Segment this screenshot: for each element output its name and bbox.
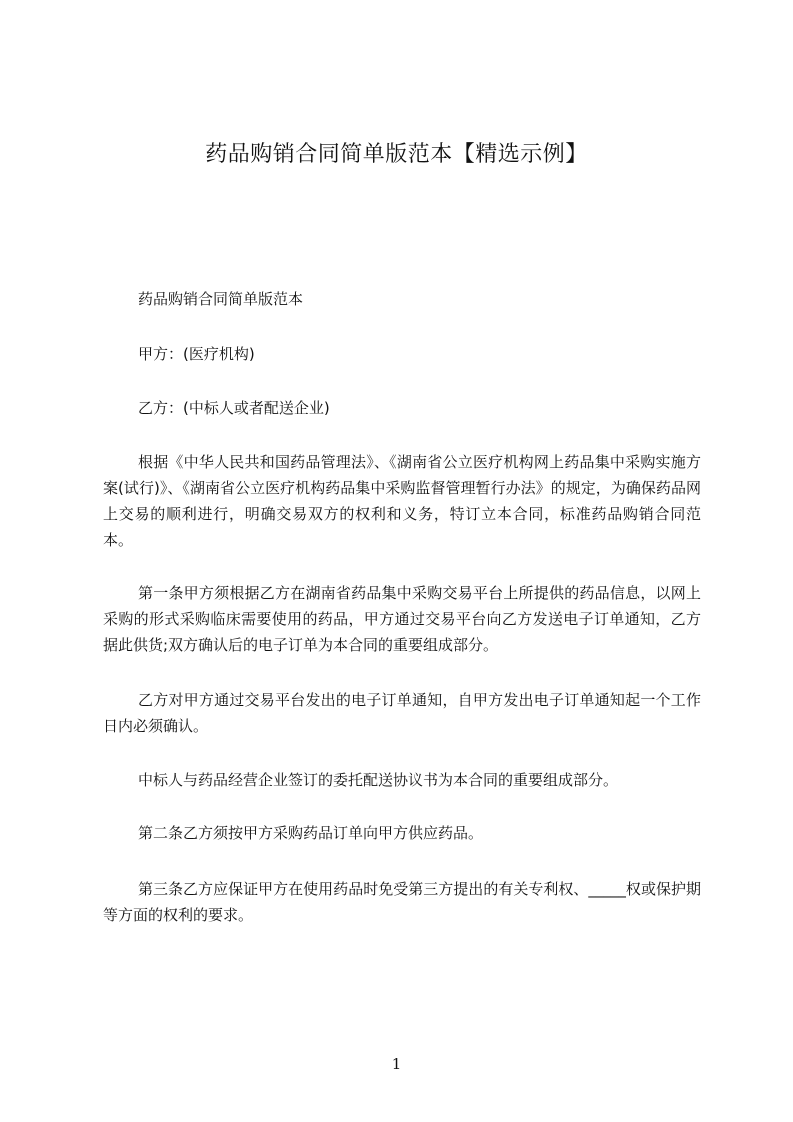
paragraph-delivery-agreement: 中标人与药品经营企业签订的委托配送协议书为本合同的重要组成部分。 [138, 771, 619, 789]
paragraph-party-b: 乙方：(中标人或者配送企业) [138, 399, 330, 417]
paragraph-heading: 药品购销合同简单版范本 [138, 290, 304, 308]
document-title: 药品购销合同简单版范本【精选示例】 [205, 142, 588, 167]
paragraph-confirmation: 乙方对甲方通过交易平台发出的电子订单通知，自甲方发出电子订单通知起一个工作日内必须确认。 [103, 691, 701, 735]
paragraph-preamble: 根据《中华人民共和国药品管理法》、《湖南省公立医疗机构网上药品集中采购实施方案(试行)》、《湖南省公立医疗机构药品集中采购监督管理暂行办法》的规定，为确保药品网上交易的顺利进行，明确交易双方的权利和义务，特订立本合同，标准药品购销合同范本。 [103, 453, 701, 549]
paragraph-article-2: 第二条乙方须按甲方采购药品订单向甲方供应药品。 [138, 824, 484, 842]
paragraph-party-a: 甲方：(医疗机构) [138, 345, 255, 363]
paragraph-article-1: 第一条甲方须根据乙方在湖南省药品集中采购交易平台上所提供的药品信息，以网上采购的形式采购临床需要使用的药品，甲方通过交易平台向乙方发送电子订单通知，乙方据此供货;双方确认后的电子订单为本合同的重要组成部分。 [103, 584, 701, 654]
paragraph-article-3: 第三条乙方应保证甲方在使用药品时免受第三方提出的有关专利权、_____权或保护期等方面的权利的要求。 [103, 880, 701, 924]
page-number: 1 [391, 1055, 402, 1073]
